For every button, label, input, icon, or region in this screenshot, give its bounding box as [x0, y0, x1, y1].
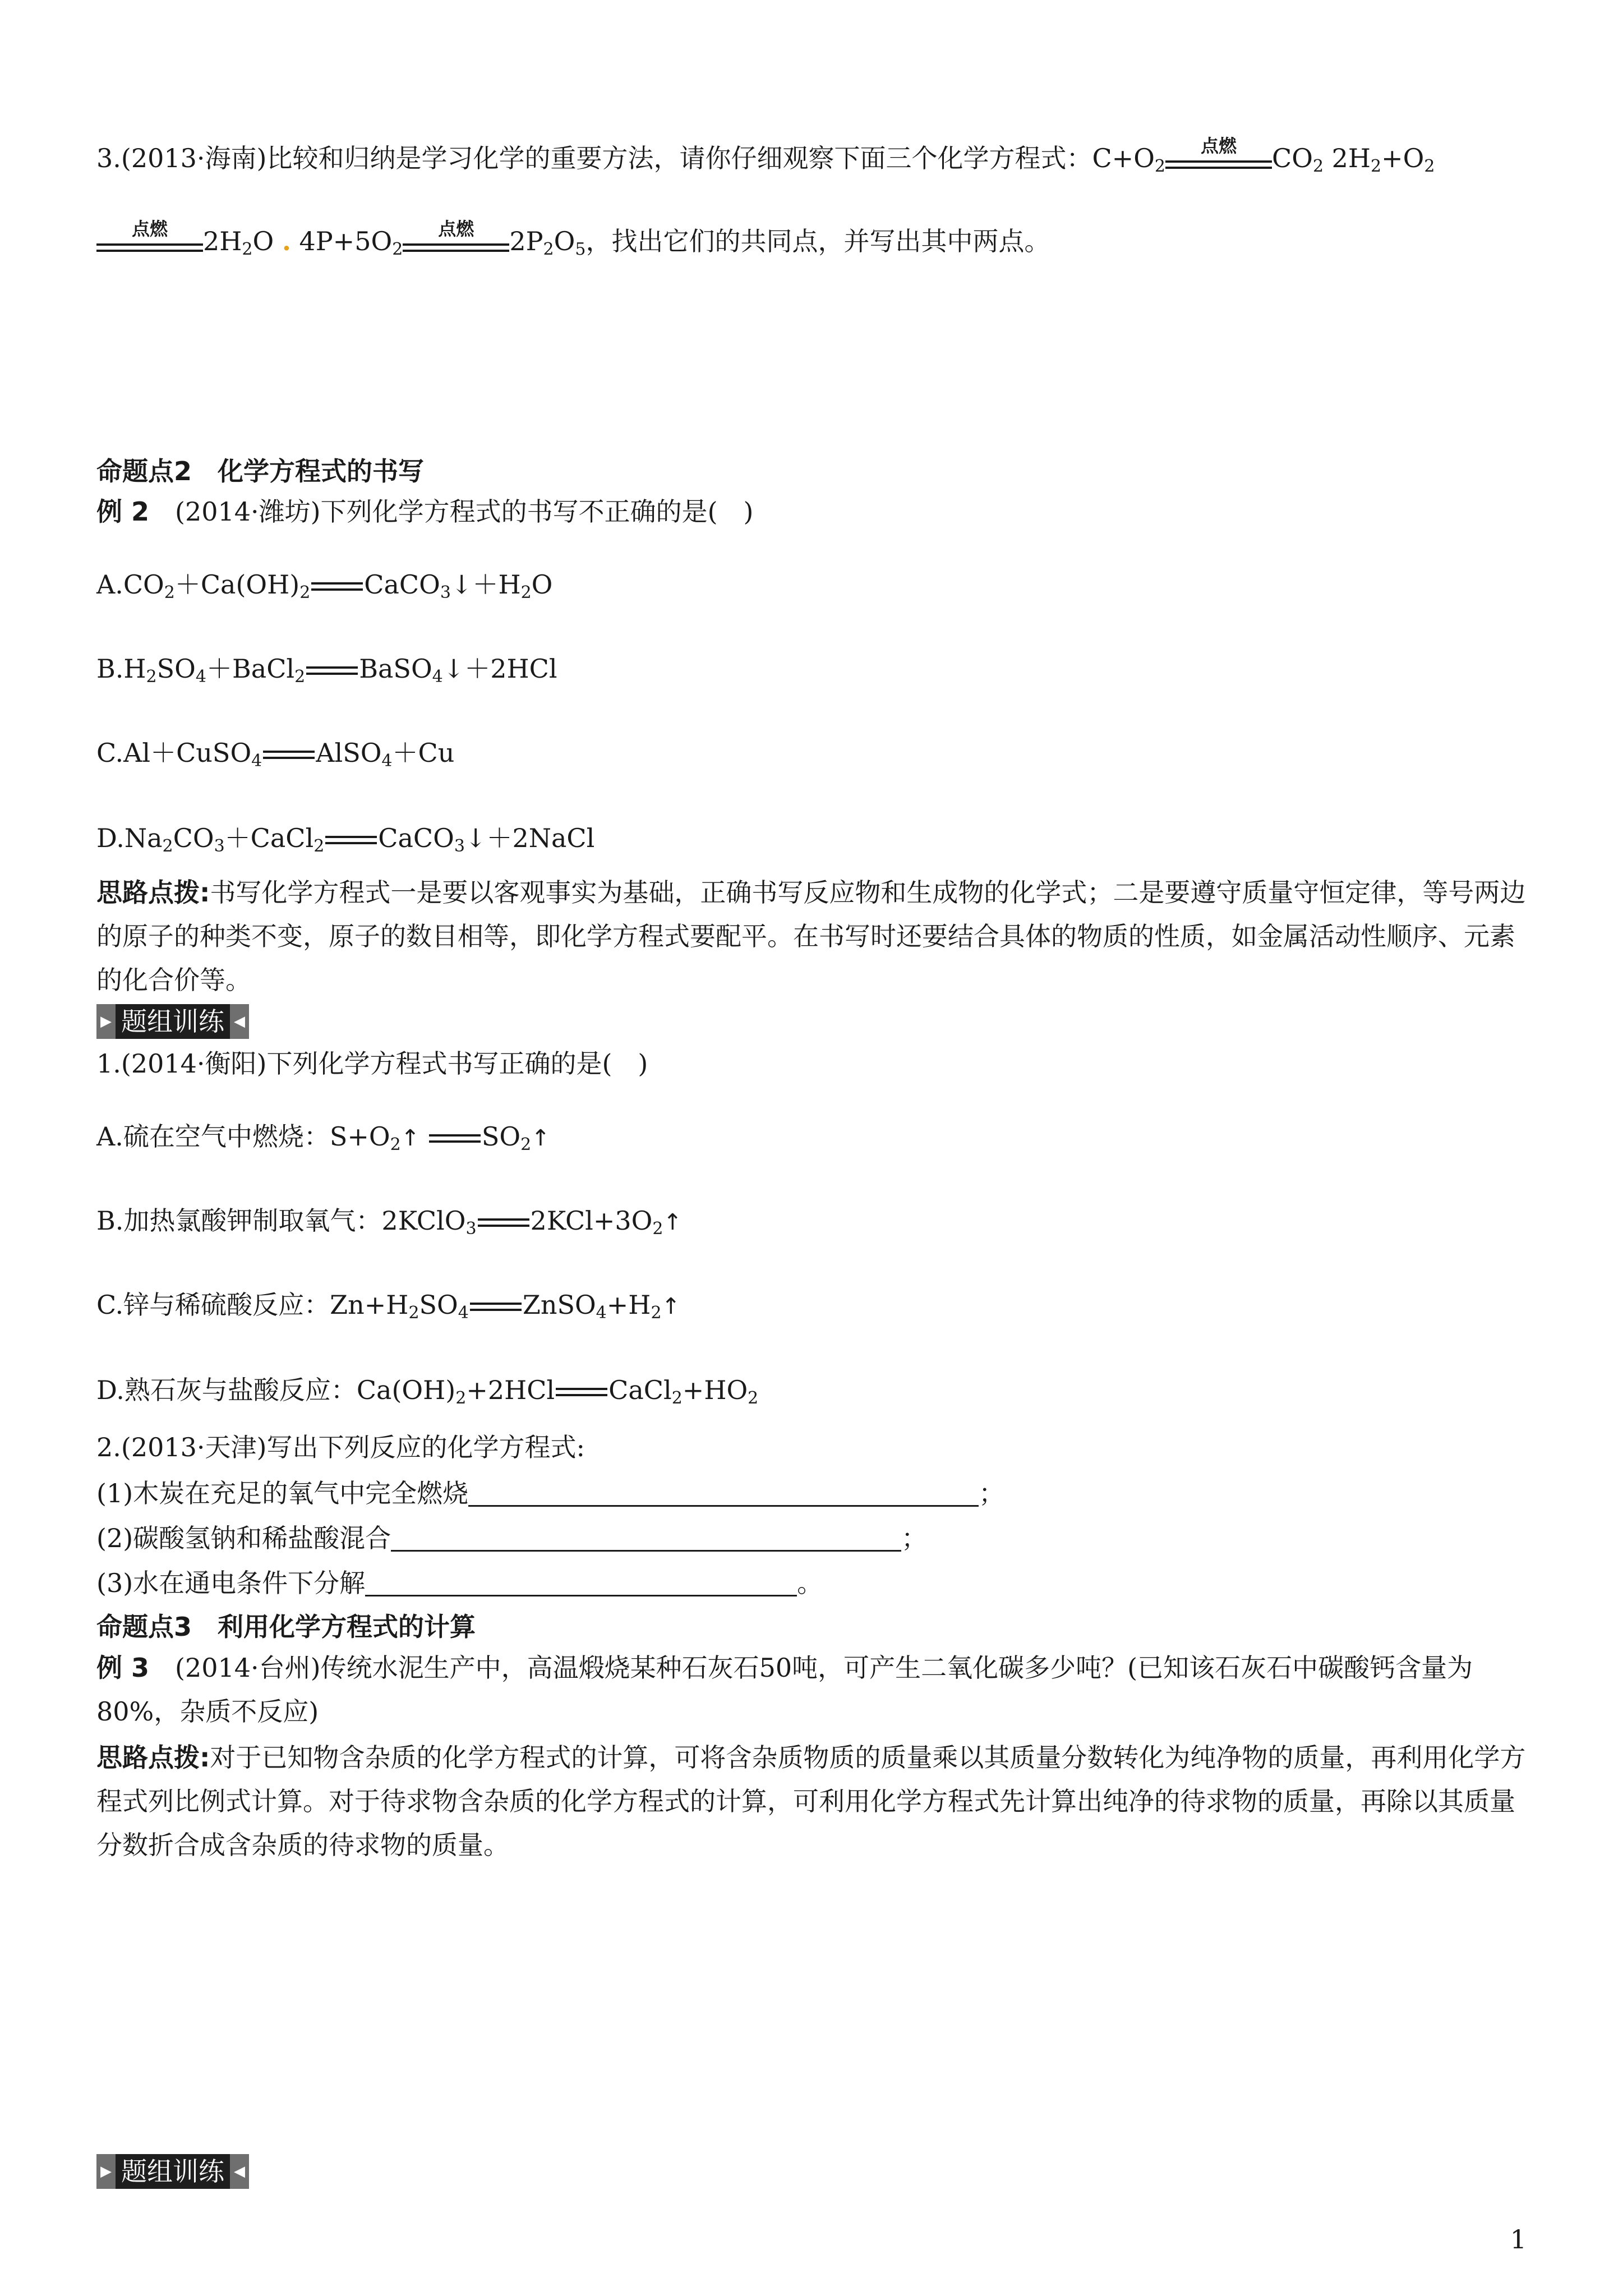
example-3 [96, 1646, 1527, 1733]
example-2-hint [96, 871, 1527, 1002]
example-3-label: 例 3 [96, 1653, 150, 1683]
equals-sign [428, 1133, 482, 1144]
section-3-title: 命题点3 利用化学方程式的计算 [96, 1612, 476, 1642]
example-2-text: (2014·潍坊)下列化学方程式的书写不正确的是( ) [149, 496, 754, 527]
hint-text: 书写化学方程式一是要以客观事实为基础，正确书写反应物和生成物的化学式；二是要遵守质量守恒定律，等号两边的原子的种类不变，原子的数目相等，即化学方程式要配平。在书写时还要结合具体的物质的性质，如金属活动性顺序、元素的化合价等。 [96, 877, 1526, 995]
answer-blank-1[interactable] [468, 1480, 979, 1507]
equals-sign [555, 1387, 608, 1398]
practice-banner-label: 题组训练 [116, 2154, 230, 2189]
example-2-label: 例 2 [96, 496, 150, 527]
q3-line-2: 点燃 $2H_2O$ . $4P+5O_2$ 点燃 $2P_2O_5$，找出它们的共同点，并写出其中两点。 [96, 223, 1050, 259]
practice-1-option-d: D.熟石灰与盐酸反应：$Ca(OH)_2+2HCl$ $CaCl_2+HO_2$ [96, 1375, 759, 1408]
answer-blank-2[interactable] [391, 1525, 901, 1552]
practice-2-item-1: (1)木炭在充足的氧气中完全燃烧 ； [96, 1478, 1005, 1508]
practice-banner [96, 1004, 249, 1039]
q3-tail: ，找出它们的共同点，并写出其中两点。 [585, 226, 1050, 256]
example-2-option-c: C.Al＋CuSO$_4$ AlSO$_4$＋Cu [96, 738, 455, 771]
equals-sign [469, 1301, 523, 1313]
practice-banner-2 [96, 2154, 249, 2189]
play-right-icon: ▶ [96, 2154, 116, 2189]
answer-blank-3[interactable] [365, 1570, 797, 1596]
q3-text: 3.(2013·海南)比较和归纳是学习化学的重要方法，请你仔细观察下面三个化学方程式：C+O [96, 143, 1155, 173]
practice-banner-label: 题组训练 [116, 1004, 230, 1039]
play-left-icon: ◀ [230, 1004, 249, 1039]
play-right-icon: ▶ [96, 1004, 116, 1039]
example-3-text: (2014·台州)传统水泥生产中，高温煅烧某种石灰石50吨，可产生二氧化碳多少吨？(已知该石灰石中碳酸钙含量为80%，杂质不反应) [96, 1653, 1473, 1727]
practice-1-option-c: C.锌与稀硫酸反应：$Zn+H_2SO_4$ $ZnSO_4+H_2↑$ [96, 1290, 681, 1323]
equals-sign [324, 835, 378, 846]
example-2 [96, 494, 754, 530]
play-left-icon: ◀ [230, 2154, 249, 2189]
example-3-hint [96, 1736, 1527, 1867]
practice-2-item-2: (2)碳酸氢钠和稀盐酸混合 ； [96, 1523, 928, 1553]
equals-sign [310, 581, 364, 592]
page-number: 1 [1510, 2224, 1527, 2254]
practice-2-stem: 2.(2013·天津)写出下列反应的化学方程式: [96, 1432, 585, 1462]
q3-line-1: 3.(2013·海南)比较和归纳是学习化学的重要方法，请你仔细观察下面三个化学方程式：$C+O_2$ 点燃 $CO_2$ $2H_2+O_2$ [96, 135, 1435, 176]
example-2-option-b: $B.H_2SO_4+BaCl_2$ BaSO$_4$↓＋2HCl [96, 654, 557, 687]
hint-label: 思路点拨: [96, 1742, 210, 1773]
highlight-dot: . [282, 226, 291, 256]
practice-1-option-a: A.硫在空气中燃烧：$S+O_2↑$ $SO_2↑$ [96, 1121, 550, 1154]
equals-sign [262, 749, 316, 761]
ignite-condition: 点燃 [96, 224, 203, 258]
example-2-option-a: $A.CO_2+Ca(OH)_2$ $CaCO_3↓+H_2O$ [96, 569, 553, 602]
practice-1-option-b: B.加热氯酸钾制取氧气：2KClO$_3$ $2KCl+3O_2↑$ [96, 1205, 682, 1239]
hint-text: 对于已知物含杂质的化学方程式的计算，可将含杂质物质的质量乘以其质量分数转化为纯净物的质量，再利用化学方程式列比例式计算。对于待求物含杂质的化学方程式的计算，可利用化学方程式先计算出纯净的待求物的质量，再除以其质量分数折合成含杂质的待求物的质量。 [96, 1742, 1526, 1860]
practice-2-item-3: (3)水在通电条件下分解 。 [96, 1568, 823, 1598]
ignite-condition: 点燃 [403, 224, 509, 258]
example-2-option-d: $D.Na_2CO_3+CaCl_2$ CaCO$_3$↓＋2NaCl [96, 823, 595, 856]
section-2-title: 命题点2 化学方程式的书写 [96, 456, 425, 486]
practice-1-stem: 1.(2014·衡阳)下列化学方程式书写正确的是( ) [96, 1048, 648, 1079]
hint-label: 思路点拨: [96, 877, 210, 908]
equals-sign [477, 1217, 531, 1228]
equals-sign [305, 665, 359, 677]
ignite-condition: 点燃 [1165, 141, 1272, 175]
